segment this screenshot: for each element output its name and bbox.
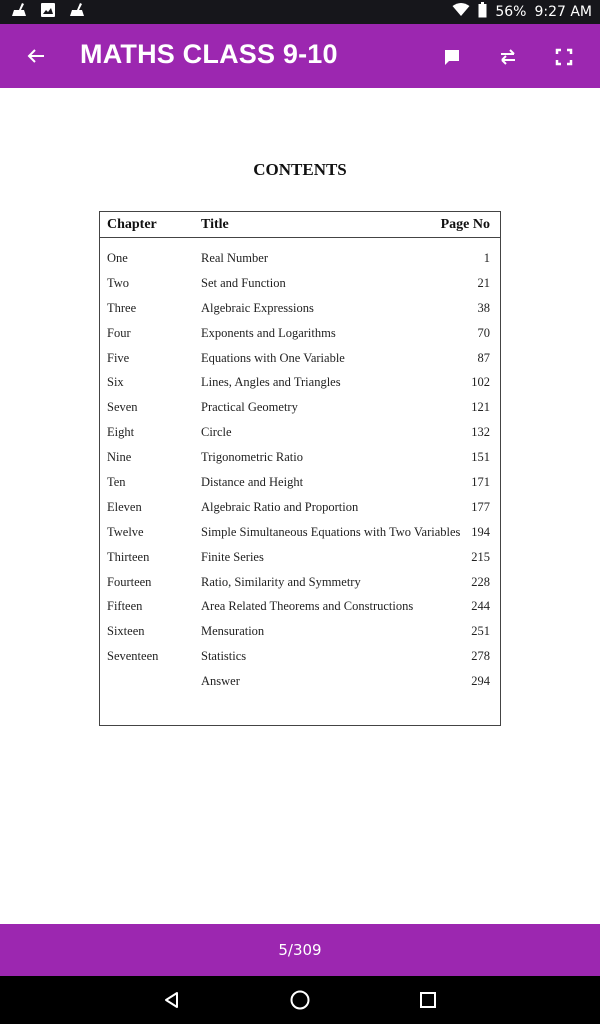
row-page: 294 xyxy=(471,674,490,689)
table-row xyxy=(100,298,500,323)
row-chapter: Seventeen xyxy=(107,649,159,664)
column-title: Title xyxy=(201,217,229,232)
contents-table xyxy=(99,211,501,726)
table-row xyxy=(100,572,500,597)
row-title: Simple Simultaneous Equations with Two Variables xyxy=(201,524,461,539)
document-page[interactable] xyxy=(0,88,600,924)
nav-home-button[interactable] xyxy=(288,988,312,1012)
row-page: 244 xyxy=(471,599,490,614)
row-page: 121 xyxy=(471,400,490,415)
table-header xyxy=(100,212,500,238)
column-chapter: Chapter xyxy=(107,217,157,232)
cleaner-icon xyxy=(10,2,28,23)
contents-heading: CONTENTS xyxy=(253,160,347,179)
row-chapter: Ten xyxy=(107,475,126,490)
back-button[interactable] xyxy=(20,42,52,70)
arrow-left-icon xyxy=(27,48,45,64)
row-chapter: Eleven xyxy=(107,499,142,514)
table-row xyxy=(100,646,500,671)
row-page: 132 xyxy=(471,425,490,440)
swap-button[interactable] xyxy=(495,44,521,70)
table-row xyxy=(100,372,500,397)
table-row xyxy=(100,323,500,348)
row-page: 171 xyxy=(471,475,490,490)
row-title: Area Related Theorems and Constructions xyxy=(201,599,414,614)
status-bar xyxy=(0,0,600,24)
row-title: Set and Function xyxy=(201,275,286,290)
fullscreen-icon xyxy=(555,48,573,66)
swap-icon xyxy=(499,47,517,67)
row-chapter: Four xyxy=(107,325,131,340)
notification-icons xyxy=(10,2,86,23)
row-title: Statistics xyxy=(201,649,247,664)
row-page: 194 xyxy=(471,524,490,539)
row-chapter: One xyxy=(107,251,128,265)
battery-percent: 56% xyxy=(495,4,527,20)
row-chapter: Seven xyxy=(107,400,138,415)
comment-button[interactable] xyxy=(439,44,465,70)
table-row xyxy=(100,273,500,298)
table-row xyxy=(100,397,500,422)
table-row xyxy=(100,547,500,572)
table-row xyxy=(100,497,500,522)
table-row xyxy=(100,447,500,472)
row-title: Distance and Height xyxy=(201,475,304,490)
battery-icon xyxy=(478,2,487,22)
row-page: 87 xyxy=(477,350,490,365)
table-row xyxy=(100,671,500,696)
row-page: 151 xyxy=(471,450,490,465)
row-chapter: Fifteen xyxy=(107,599,143,614)
row-title: Mensuration xyxy=(201,624,265,639)
table-row xyxy=(100,596,500,621)
row-page: 228 xyxy=(471,574,490,589)
row-page: 21 xyxy=(477,275,490,290)
row-title: Equations with One Variable xyxy=(201,350,345,365)
row-chapter: Eight xyxy=(107,425,135,440)
row-chapter: Nine xyxy=(107,450,132,465)
nav-back-button[interactable] xyxy=(160,988,184,1012)
row-title: Practical Geometry xyxy=(201,400,298,415)
row-page: 1 xyxy=(483,251,490,265)
row-title: Algebraic Expressions xyxy=(201,300,314,315)
row-chapter: Thirteen xyxy=(107,549,150,564)
back-triangle-icon xyxy=(162,990,182,1010)
row-title: Algebraic Ratio and Proportion xyxy=(201,499,359,514)
row-chapter: Two xyxy=(107,275,130,290)
table-row xyxy=(100,422,500,447)
row-page: 251 xyxy=(471,624,490,639)
app-title: MATHS CLASS 9-10 xyxy=(80,39,338,69)
page-indicator: 5/309 xyxy=(0,924,600,976)
row-chapter: Sixteen xyxy=(107,624,145,639)
row-title: Finite Series xyxy=(201,549,264,564)
row-chapter: Five xyxy=(107,350,130,365)
row-page: 38 xyxy=(477,300,490,315)
row-chapter: Six xyxy=(107,375,124,390)
row-title: Answer xyxy=(201,674,240,689)
table-row xyxy=(100,621,500,646)
app-bar xyxy=(0,24,600,88)
row-chapter: Twelve xyxy=(107,524,144,539)
row-page: 102 xyxy=(471,375,490,390)
row-title: Exponents and Logarithms xyxy=(201,325,336,340)
row-page: 70 xyxy=(477,325,490,340)
row-page: 278 xyxy=(471,649,490,664)
navigation-bar xyxy=(0,976,600,1024)
table-row xyxy=(100,522,500,547)
image-icon xyxy=(40,2,56,23)
row-title: Ratio, Similarity and Symmetry xyxy=(201,574,361,589)
row-page: 177 xyxy=(471,499,490,514)
row-page: 215 xyxy=(471,549,490,564)
row-title: Lines, Angles and Triangles xyxy=(201,375,341,390)
row-chapter: Three xyxy=(107,300,137,315)
wifi-icon xyxy=(452,3,470,21)
row-title: Real Number xyxy=(201,251,268,265)
nav-recents-button[interactable] xyxy=(416,988,440,1012)
recents-square-icon xyxy=(419,991,437,1009)
fullscreen-button[interactable] xyxy=(551,44,577,70)
system-status xyxy=(452,2,592,22)
table-row xyxy=(100,348,500,373)
column-page-no: Page No xyxy=(440,217,490,232)
table-row xyxy=(100,472,500,497)
cleaner-icon xyxy=(68,2,86,23)
row-title: Circle xyxy=(201,425,232,440)
table-row xyxy=(100,248,500,273)
clock: 9:27 AM xyxy=(534,4,592,20)
home-circle-icon xyxy=(289,989,311,1011)
table-body xyxy=(100,248,500,696)
row-title: Trigonometric Ratio xyxy=(201,450,303,465)
comment-icon xyxy=(443,48,461,66)
row-chapter: Fourteen xyxy=(107,574,152,589)
